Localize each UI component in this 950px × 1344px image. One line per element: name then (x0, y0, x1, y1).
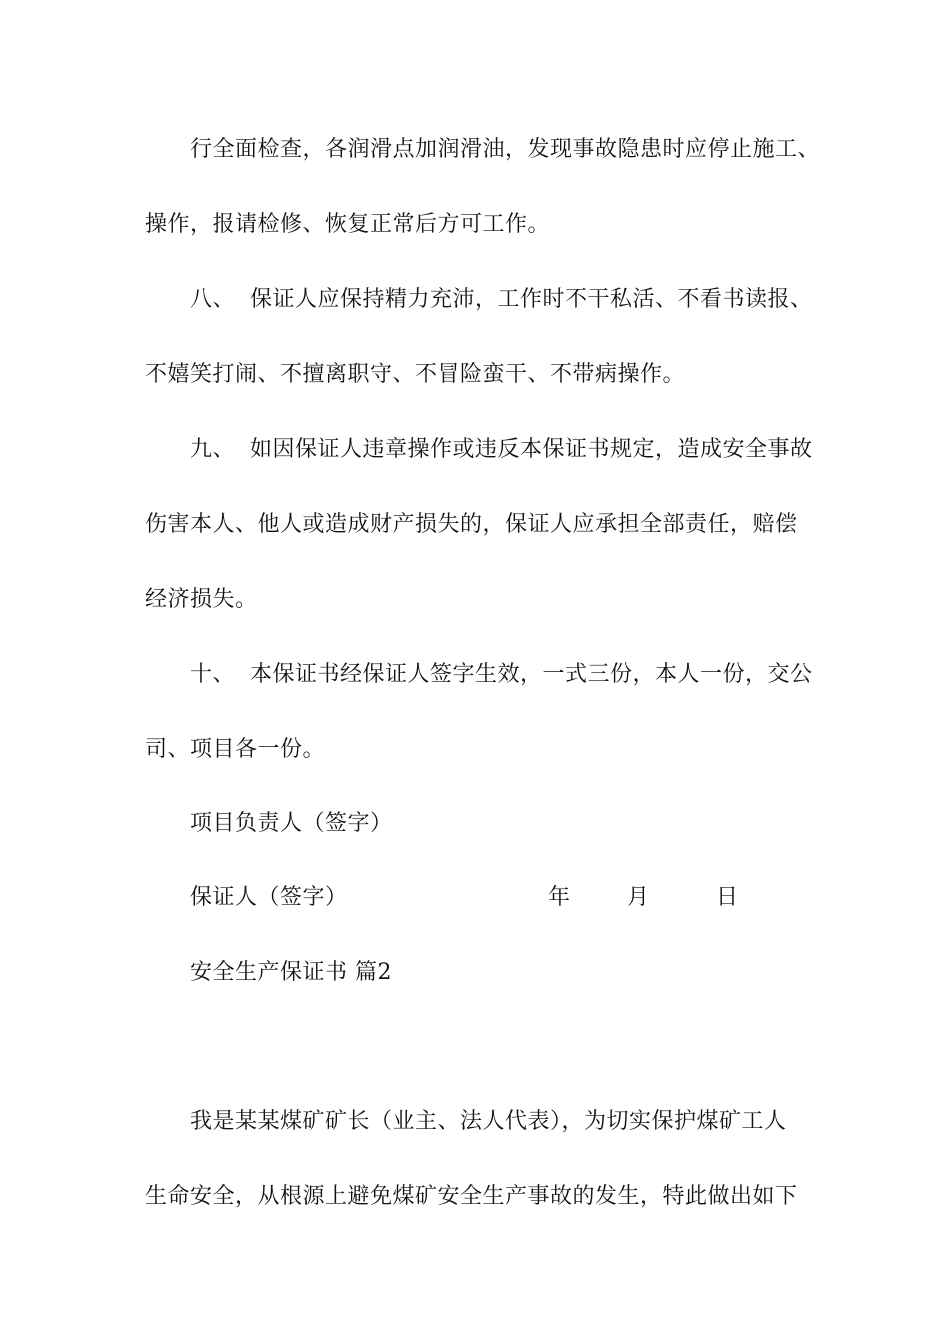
date-year-label: 年 (548, 885, 571, 910)
paragraph-line: 行全面检查，各润滑点加润滑油，发现事故隐患时应停止施工、 (190, 137, 821, 162)
guarantor-signature-label: 保证人（签字） (190, 885, 348, 910)
clause-nine: 九、 如因保证人违章操作或违反本保证书规定，造成安全事故 (190, 437, 813, 462)
clause-eight: 八、 保证人应保持精力充沛，工作时不干私活、不看书读报、 (190, 287, 813, 312)
paragraph-line: 我是某某煤矿矿长（业主、法人代表），为切实保护煤矿工人 (190, 1109, 787, 1134)
date-day-label: 日 (716, 885, 739, 910)
paragraph-line: 不嬉笑打闹、不擅离职守、不冒险蛮干、不带病操作。 (145, 362, 686, 387)
project-manager-signature-label: 项目负责人（签字） (190, 811, 393, 836)
clause-ten: 十、 本保证书经保证人签字生效，一式三份，本人一份，交公 (190, 662, 813, 687)
paragraph-line: 经济损失。 (145, 587, 258, 612)
paragraph-line: 操作，报请检修、恢复正常后方可工作。 (145, 212, 551, 237)
date-month-label: 月 (627, 885, 650, 910)
paragraph-line: 伤害本人、他人或造成财产损失的，保证人应承担全部责任，赔偿 (145, 512, 798, 537)
section-title: 安全生产保证书 篇2 (190, 960, 392, 985)
paragraph-line: 生命安全，从根源上避免煤矿安全生产事故的发生，特此做出如下 (145, 1184, 798, 1209)
paragraph-line: 司、项目各一份。 (145, 737, 326, 762)
